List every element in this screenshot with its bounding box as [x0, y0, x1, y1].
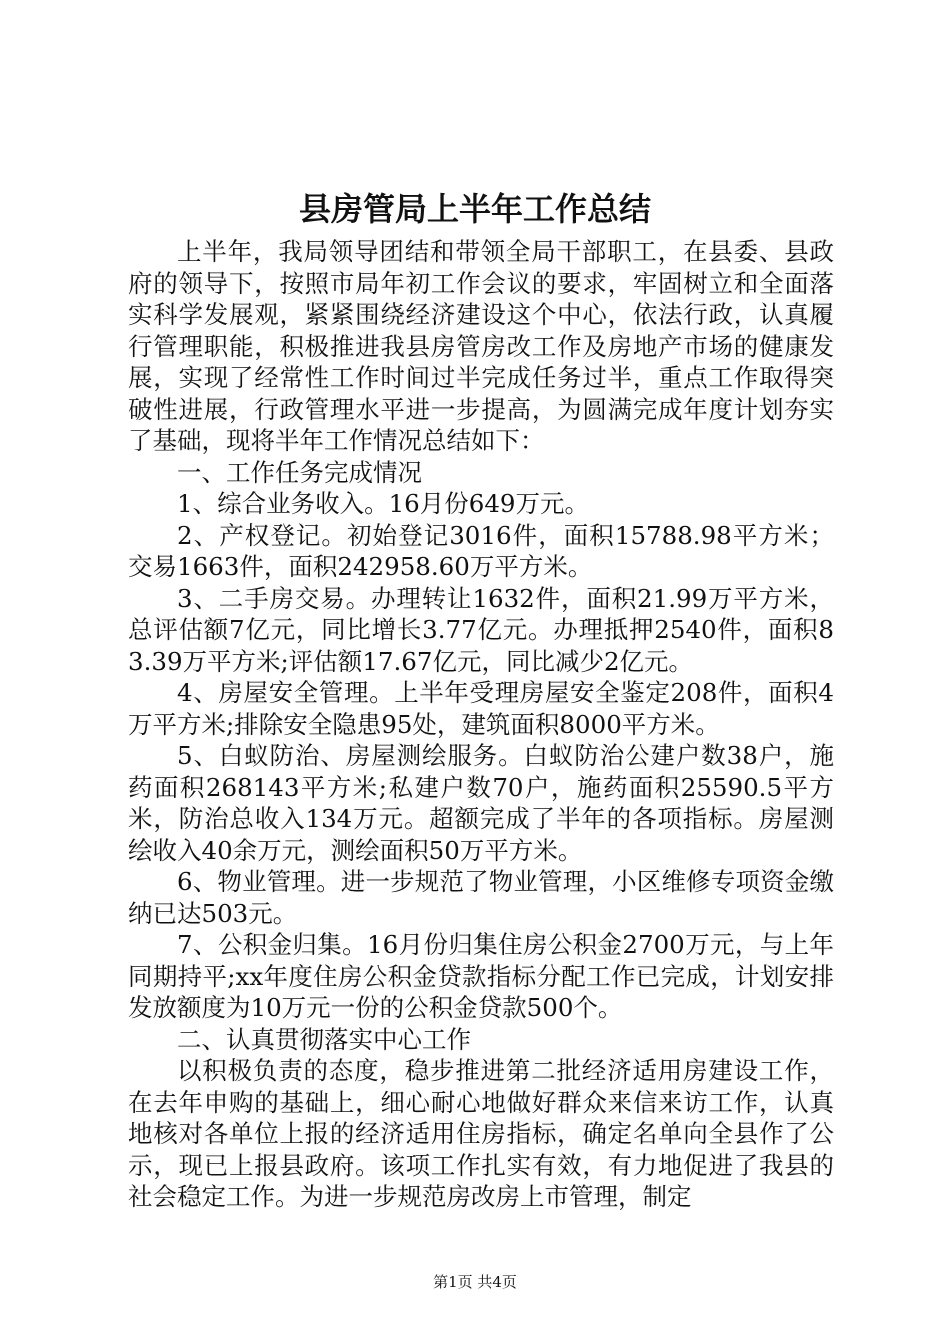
intro-paragraph: 上半年，我局领导团结和带领全局干部职工，在县委、县政府的领导下，按照市局年初工作会议的要求，牢固树立和全面落实科学发展观，紧紧围绕经济建设这个中心，依法行政，认真履行管理职能，积极推进我县房管房改工作及房地产市场的健康发展，实现了经常性工作时间过半完成任务过半，重点工作取得突破性进展，行政管理水平进一步提高，为圆满完成年度计划夯实了基础，现将半年工作情况总结如下：	[128, 237, 834, 455]
list-item-6: 6、物业管理。进一步规范了物业管理，小区维修专项资金缴纳已达503元。	[128, 867, 834, 928]
document-body	[128, 236, 834, 1213]
document-title: 县房管局上半年工作总结	[298, 190, 651, 228]
page-number-footer: 第1页 共4页	[433, 1273, 517, 1291]
list-item-7: 7、公积金归集。16月份归集住房公积金2700万元，与上年同期持平;xx年度住房公积金贷款指标分配工作已完成，计划安排发放额度为10万元一份的公积金贷款500个。	[128, 930, 834, 1022]
list-item-5: 5、白蚁防治、房屋测绘服务。白蚁防治公建户数38户，施药面积268143平方米;私建户数70户，施药面积25590.5平方米，防治总收入134万元。超额完成了半年的各项指标。房屋测绘收入40余万元，测绘面积50万平方米。	[128, 741, 834, 865]
section-2-paragraph: 以积极负责的态度，稳步推进第二批经济适用房建设工作，在去年申购的基础上，细心耐心地做好群众来信来访工作，认真地核对各单位上报的经济适用住房指标，确定名单向全县作了公示，现已上报县政府。该项工作扎实有效，有力地促进了我县的社会稳定工作。为进一步规范房改房上市管理，制定	[128, 1056, 834, 1211]
list-item-1: 1、综合业务收入。16月份649万元。	[177, 489, 590, 518]
list-item-4: 4、房屋安全管理。上半年受理房屋安全鉴定208件，面积4万平方米;排除安全隐患95处，建筑面积8000平方米。	[128, 678, 834, 739]
list-item-3: 3、二手房交易。办理转让1632件，面积21.99万平方米，总评估额7亿元，同比增长3.77亿元。办理抵押2540件，面积83.39万平方米;评估额17.67亿元，同比减少2亿元。	[128, 583, 834, 676]
section-heading-1: 一、工作任务完成情况	[177, 457, 422, 487]
list-item-2: 2、产权登记。初始登记3016件，面积15788.98平方米；交易1663件，面积242958.60万平方米。	[128, 520, 834, 581]
section-heading-2: 二、认真贯彻落实中心工作	[177, 1024, 471, 1054]
